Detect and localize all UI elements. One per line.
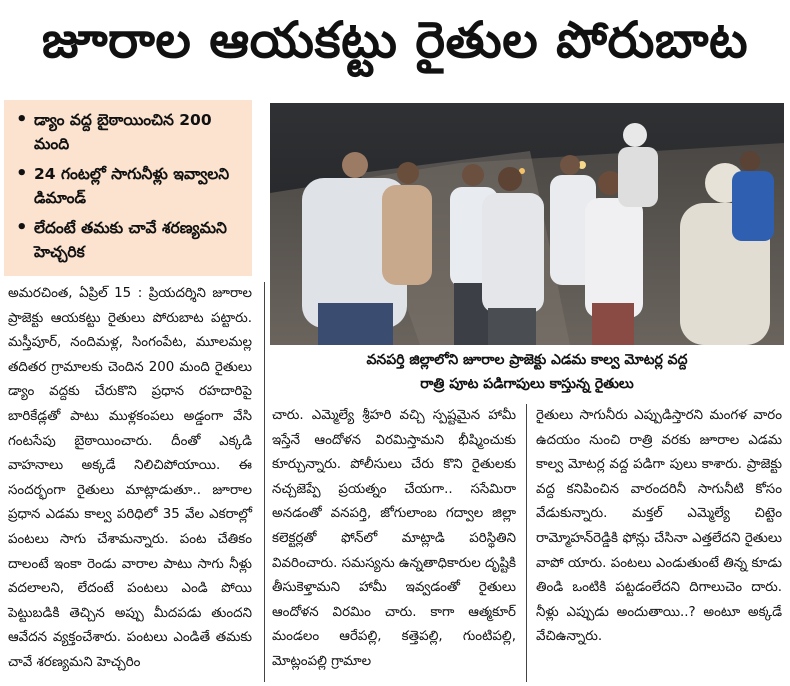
article-text: రైతులు సాగునీరు ఎప్పుడిస్తారని మంగళ వారం ఉదయం నుంచి రాత్రి వరకు జూరాల ఎడమ కాల్వ మోటర్ల వద్ద పడిగా పులు కాశారు. ప్రాజెక్టు వద్ద కనిపించిన వారందరినీ సాగునీటి కోసం వేడుకున్నారు. మక్తల్ ఎమ్మెల్యే చిట్టెం రామ్మోహన్‌రెడ్డికి ఫోన్లు చేసినా ఎత్తలేదని రైతులు వాపో యారు. పంటలు ఎండుతుంటే తిన్న కూడు తిండి ఒంటికి పట్టడంలేదని దిగాలుచెం దారు. నీళ్లు ఎప్పుడు అందుతాయి..? అంటూ అక్కడే వేచిఉన్నారు.: [536, 408, 782, 645]
column-divider: [264, 282, 265, 682]
highlight-item: [16, 162, 242, 210]
bullet-icon: •: [16, 217, 28, 238]
article-text: చారు. ఎమ్మెల్యే శ్రీహరి వచ్చి స్పష్టమైన హామీ ఇస్తేనే ఆందోళన విరమిస్తామని భీష్మించుకు కూర్చున్నారు. పోలీసులు చేరు కొని రైతులకు నచ్చజెప్పే ప్రయత్నం చేయగా.. ససేమిరా అనడంతో వనపర్తి, జోగులాంబ గద్వాల జిల్లా కలెక్టర్లతో ఫోన్‌లో మాట్లాడి పరిస్థితిని వివరించారు. సమస్యను ఉన్నతాధికారుల దృష్టికి తీసుకెళ్తామని హామీ ఇవ్వడంతో రైతులు ఆందోళన విరమిం చారు. కాగా ఆత్మకూర్ మండలం ఆరేపల్లి, కత్తెపల్లి, గుంటిపల్లి, మోట్లంపల్లి గ్రామాల: [272, 408, 516, 669]
caption-line-1: వనపర్తి జిల్లాలోని జూరాల ప్రాజెక్టు ఎడమ కాల్వ మోటర్ల వద్ద: [366, 352, 688, 368]
highlight-text: లేదంటే తమకు చావే శరణ్యమని హెచ్చరిక: [34, 219, 227, 261]
headline: జూరాల ఆయకట్టు రైతుల పోరుబాట: [41, 10, 749, 69]
column-divider: [526, 404, 527, 682]
highlights-box: [4, 100, 252, 276]
highlight-text: డ్యాం వద్ద బైఠాయించిన 200 మంది: [34, 111, 212, 153]
highlight-item: [16, 108, 242, 156]
article-column-3: [536, 404, 782, 650]
caption-line-2: రాత్రి పూట పడిగాపులు కాస్తున్న రైతులు: [420, 376, 634, 392]
photo-illustration: [270, 103, 784, 345]
article-text: అమరచింత, ఏప్రిల్ 15 : ప్రియదర్శిని జూరాల ప్రాజెక్టు ఆయకట్టు రైతులు పోరుబాట పట్టారు. మస్తీపూర్, నందిమళ్ల, సింగంపేట, మూలమల్ల తదితర గ్రామాలకు చెందిన 200 మంది రైతులు డ్యాం వద్దకు చేరుకొని ప్రధాన రహదారిపై బారికేడ్లతో పాటు ముళ్లకంపలు అడ్డంగా వేసి గంటసేపు బైఠాయించారు. దీంతో ఎక్కడి వాహనాలు అక్కడే నిలిచిపోయాయి. ఈ సందర్భంగా రైతులు మాట్లాడుతూ.. జూరాల ప్రధాన ఎడమ కాల్వ పరిధిలో 35 వేల ఎకరాల్లో పంటలు సాగు చేశామన్నారు. పంట చేతికం దాలంటే ఇంకా రెండు వారాల పాటు సాగు నీళ్లు వదలాలని, లేదంటే పంటలు ఎండి పోయి పెట్టుబడికి తెచ్చిన అప్పు మీదపడు తుందని ఆవేదన వ్యక్తంచేశారు. పంటలు ఎండితే తమకు చావే శరణ్యమని హెచ్చరిం: [8, 286, 252, 670]
bullet-icon: •: [16, 163, 28, 184]
highlight-text: 24 గంటల్లో సాగునీళ్లు ఇవ్వాలని డిమాండ్: [34, 165, 230, 207]
photo-caption: [270, 348, 784, 400]
bullet-icon: •: [16, 109, 28, 130]
news-photo: [270, 103, 784, 345]
article-column-2: [272, 404, 516, 675]
highlight-item: [16, 216, 242, 264]
article-column-1: [8, 282, 252, 676]
